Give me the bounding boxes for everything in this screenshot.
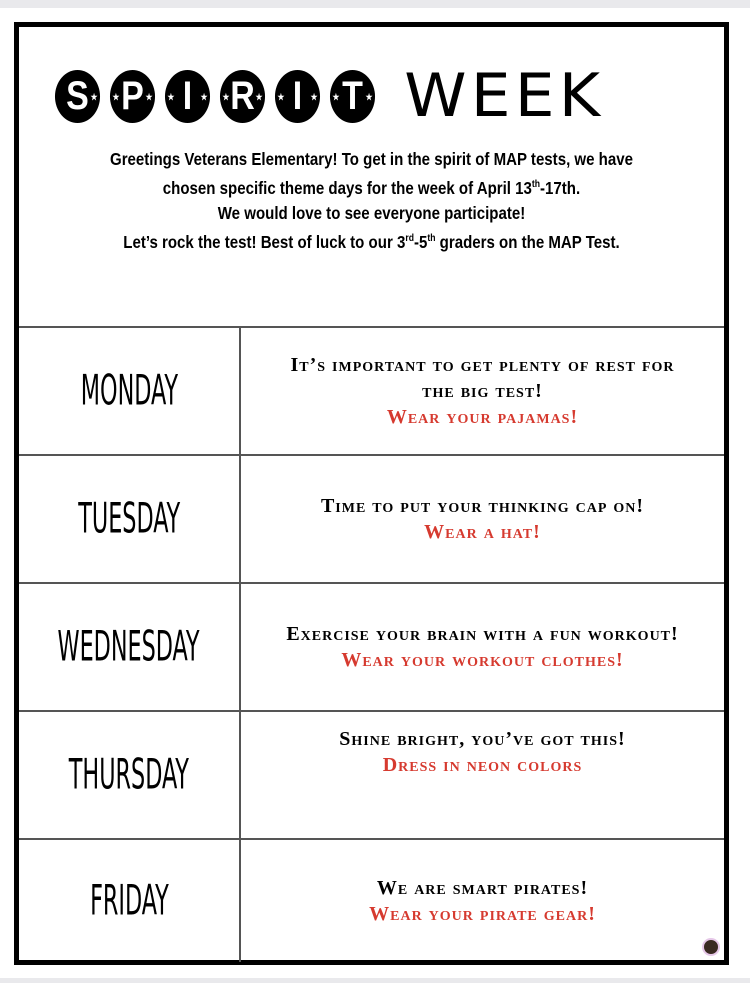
description-text: Time to put your thinking cap on!	[320, 495, 645, 517]
spirit-week-title	[51, 61, 605, 131]
star-icon: ★	[167, 91, 175, 102]
day-name: FRIDAY	[89, 876, 169, 926]
letter: I	[292, 73, 303, 118]
day-description	[241, 584, 724, 710]
day-name: WEDNESDAY	[58, 622, 200, 672]
intro-text	[68, 147, 674, 255]
day-label	[19, 584, 241, 710]
day-label	[19, 712, 241, 838]
sup: th	[531, 179, 541, 190]
theme-text: Wear your pajamas!	[386, 406, 579, 428]
letter: P	[121, 73, 144, 118]
text: chosen specific theme days for the week of April 13	[162, 177, 532, 198]
title-letter	[110, 70, 155, 123]
intro-line: Greetings Veterans Elementary! To get in the spirit of MAP tests, we have	[109, 149, 633, 169]
day-row-tuesday	[19, 454, 724, 582]
title-week: WEEK	[404, 61, 605, 131]
star-icon: ★	[310, 91, 318, 102]
day-description	[241, 328, 724, 454]
day-row-monday	[19, 326, 724, 454]
star-icon: ★	[277, 91, 285, 102]
star-icon: ★	[112, 91, 120, 102]
letter: R	[230, 73, 255, 118]
day-label	[19, 328, 241, 454]
star-icon: ★	[90, 91, 98, 102]
letter: S	[66, 73, 89, 118]
theme-text: Wear a hat!	[424, 521, 541, 543]
avatar-icon	[702, 938, 720, 956]
title-letter	[220, 70, 265, 123]
text: -17th.	[540, 177, 581, 198]
letter: I	[182, 73, 193, 118]
title-letter	[165, 70, 210, 123]
description-text: We are smart pirates!	[376, 877, 589, 899]
star-icon: ★	[332, 91, 340, 102]
description-text: Exercise your brain with a fun workout!	[286, 623, 679, 645]
day-name: TUESDAY	[78, 494, 180, 544]
flyer	[14, 22, 729, 965]
star-icon: ★	[222, 91, 230, 102]
day-row-wednesday	[19, 582, 724, 710]
title-letter	[275, 70, 320, 123]
letter: T	[342, 73, 363, 118]
theme-text: Dress in neon colors	[382, 754, 583, 776]
day-name: THURSDAY	[68, 750, 190, 800]
star-icon: ★	[255, 91, 263, 102]
description-text: Shine bright, you’ve got this!	[339, 728, 626, 750]
title-letter	[330, 70, 375, 123]
intro-line	[68, 226, 674, 255]
day-description	[241, 712, 724, 838]
sup: th	[427, 232, 436, 244]
day-label	[19, 456, 241, 582]
day-name: MONDAY	[80, 366, 178, 416]
description-text: It’s important to get plenty of rest for the big test!	[290, 354, 675, 402]
theme-text: Wear your workout clothes!	[341, 649, 624, 671]
title-letter	[55, 70, 100, 123]
intro-line	[68, 172, 674, 201]
text: -5	[413, 231, 428, 252]
sup: rd	[405, 232, 414, 244]
text: Let’s rock the test! Best of luck to our 3	[123, 231, 406, 252]
day-row-friday	[19, 838, 724, 962]
star-icon: ★	[365, 91, 373, 102]
day-row-thursday	[19, 710, 724, 838]
intro-line: We would love to see everyone participate!	[217, 202, 526, 223]
star-icon: ★	[145, 91, 153, 102]
theme-text: Wear your pirate gear!	[369, 903, 596, 925]
day-description	[241, 456, 724, 582]
day-description	[241, 840, 724, 962]
text: graders on the MAP Test.	[435, 231, 620, 252]
star-icon: ★	[200, 91, 208, 102]
day-label	[19, 840, 241, 962]
